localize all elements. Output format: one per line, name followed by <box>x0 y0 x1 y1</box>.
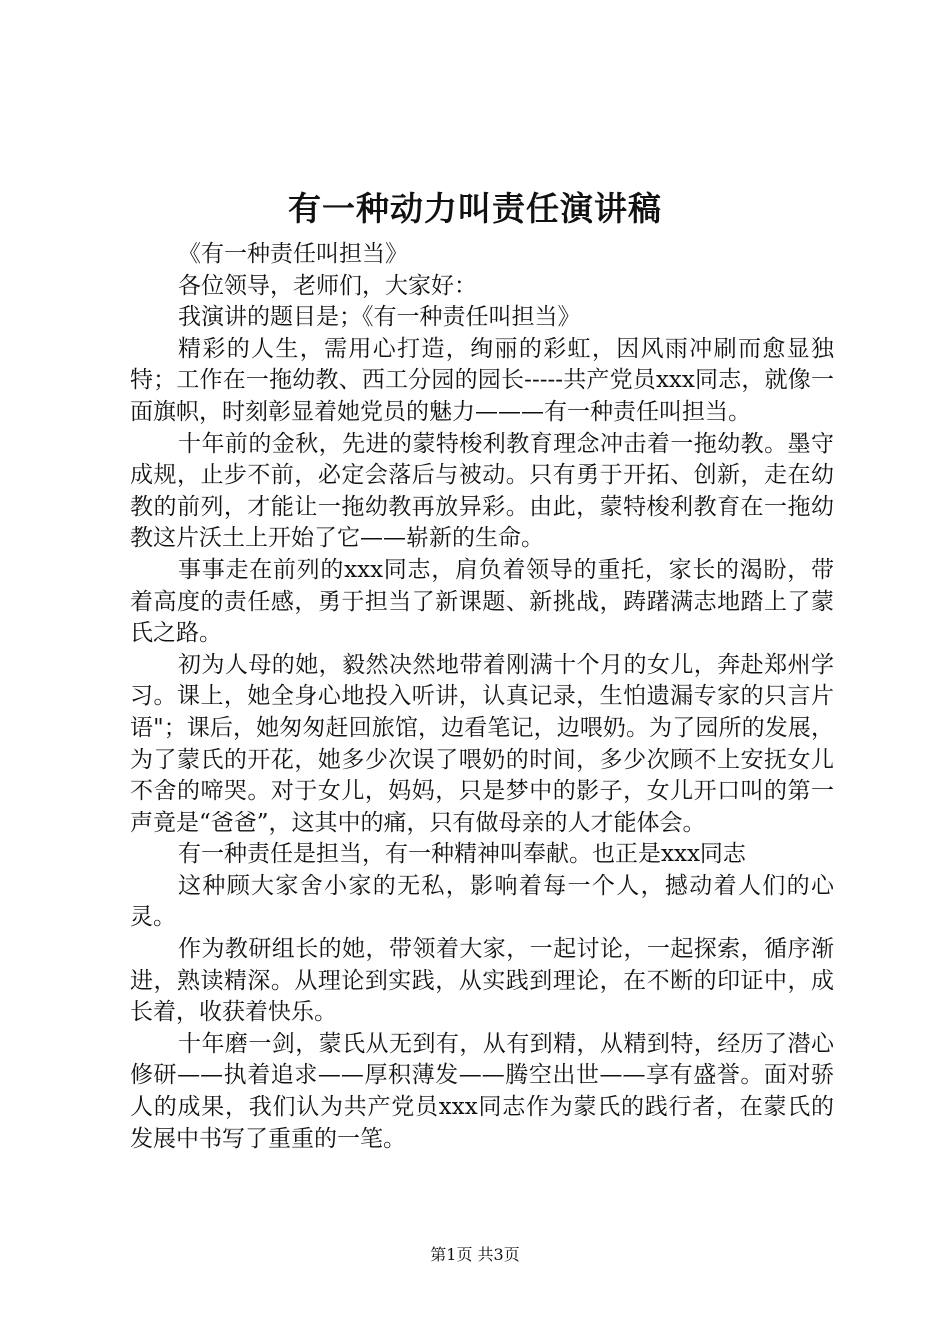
paragraph-research-leader: 作为教研组长的她，带领着大家，一起讨论，一起探索，循序渐进，熟读精深。从理论到实践，从实践到理论，在不断的印证中，成长着，收获着快乐。 <box>130 936 834 1026</box>
paragraph-new-mother: 初为人母的她，毅然决然地带着刚满十个月的女儿，奔赴郑州学习。课上，她全身心地投入听讲，认真记录，生怕遗漏专家的只言片语"；课后，她匆匆赶回旅馆，边看笔记，边喂奶。为了园所的发展，为了蒙氏的开花，她多少次误了喂奶的时间，多少次顾不上安抚女儿不舍的啼哭。对于女儿，妈妈，只是梦中的影子，女儿开口叫的第一声竟是“爸爸”，这其中的痛，只有做母亲的人才能体会。 <box>130 651 834 836</box>
paragraph-speech-title: 《有一种责任叫担当》 <box>178 241 408 267</box>
paragraph-topic: 我演讲的题目是；《有一种责任叫担当》 <box>178 304 581 331</box>
page-footer: 第1页 共3页 <box>430 1245 520 1264</box>
paragraph-ten-years-ago: 十年前的金秋，先进的蒙特梭利教育理念冲击着一拖幼教。墨守成规，止步不前，必定会落后与被动。只有勇于开拓、创新，走在幼教的前列，才能让一拖幼教再放异彩。由此，蒙特梭利教育在一拖幼教这片沃土上开始了它——崭新的生命。 <box>130 430 834 552</box>
paragraph-intro: 精彩的人生，需用心打造，绚丽的彩虹，因风雨冲刷而愈显独特；工作在一拖幼教、西工分园的园长-----共产党员xxx同志，就像一面旗帜，时刻彰显着她党员的魅力———有一种责任叫担当。 <box>130 335 834 425</box>
paragraph-leading: 事事走在前列的xxx同志，肩负着领导的重托，家长的渴盼，带着高度的责任感，勇于担当了新课题、新挑战，踌躇满志地踏上了蒙氏之路。 <box>130 556 834 647</box>
paragraph-greeting: 各位领导，老师们，大家好： <box>178 272 477 299</box>
paragraph-selfless: 这种顾大家舍小家的无私，影响着每一个人，撼动着人们的心灵。 <box>130 872 834 931</box>
document-title: 有一种动力叫责任演讲稿 <box>288 189 662 228</box>
paragraph-ten-years-sword: 十年磨一剑，蒙氏从无到有，从有到精，从精到特，经历了潜心修研——执着追求——厚积薄发——腾空出世——享有盛誉。面对骄人的成果，我们认为共产党员xxx同志作为蒙氏的践行者，在蒙氏的发展中书写了重重的一笔。 <box>130 1030 834 1152</box>
paragraph-dedication: 有一种责任是担当，有一种精神叫奉献。也正是xxx同志 <box>178 841 746 868</box>
document-body <box>130 239 834 1155</box>
